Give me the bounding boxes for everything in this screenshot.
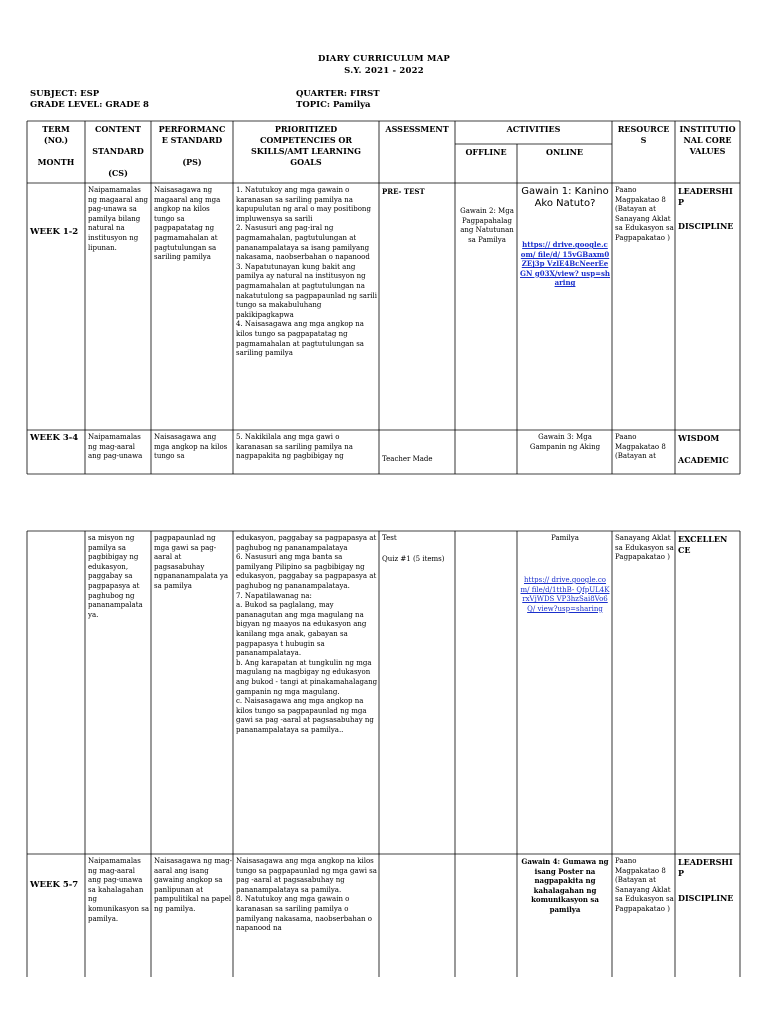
header-term: TERM (NO.) MONTH [37, 124, 75, 167]
continued-assessment-test: Test [382, 534, 397, 542]
header-competencies: PRIORITIZED COMPETENCIES OR SKILLS/AMT LEARNING GOALS [251, 124, 361, 167]
quarter-label: QUARTER: FIRST [296, 89, 380, 99]
week-5-7-performance-standard: Naisasagawa ng mag-aaral ang isang gawaing angkop sa panlipunan at pampulitikal na papel ng pamilya. [154, 857, 232, 913]
subject-label: SUBJECT: ESP [30, 89, 100, 99]
week-1-2-performance-standard: Naisasagawa ng magaaral ang mga angkop na kilos tungo sa pagpapatatag ng pagmamahalan at pagtutulungan sa sariling pamilya [154, 186, 221, 262]
week-3-4-content-standard: Naipamamalas ng mag-aaral ang pag-unawa [88, 433, 143, 461]
document-title: DIARY CURRICULUM MAP [318, 54, 450, 64]
continued-content-standard: sa misyon ng pamilya sa pagbibigay ng edukasyon, paggabay sa pagpapasya at paghubog ng pananampalata ya. [88, 534, 143, 619]
week-5-7-label: WEEK 5-7 [30, 880, 79, 890]
week-5-7-value-leadership: LEADERSHI P [678, 857, 733, 878]
continued-value-excellence: EXCELLEN CE [678, 534, 728, 555]
week-3-4-label: WEEK 3-4 [30, 433, 79, 443]
week-3-4-performance-standard: Naisasagawa ang mga angkop na kilos tungo sa [154, 433, 228, 461]
week-3-4-online-activity: Gawain 3: Mga Gampanin ng Aking [529, 433, 601, 451]
header-assessment: ASSESSMENT [385, 124, 449, 134]
week-5-7-content-standard: Naipamamalas ng mag-aaral ang pag-unawa sa kahalagahan ng komunikasyon sa pamilya. [88, 857, 150, 923]
continued-assessment-quiz: Quiz #1 (5 items) [382, 555, 445, 563]
school-year: S.Y. 2021 - 2022 [344, 66, 424, 76]
week-1-2-label: WEEK 1-2 [30, 227, 79, 237]
week-1-2-resources: Paano Magpakatao 8 (Batayan at Sanayang Aklat sa Edukasyon sa Pagpapakatao ) [615, 186, 674, 242]
week-3-4-value-wisdom: WISDOM [678, 433, 720, 443]
continued-resources: Sanayang Aklat sa Edukasyon sa Pagpapakatao ) [615, 534, 674, 562]
header-offline: OFFLINE [465, 147, 507, 157]
week-1-2-content-standard: Naipamamalas ng magaaral ang pag-unawa sa pamilya bilang natural na institusyon ng lipunan. [88, 186, 148, 252]
topic-label: TOPIC: Pamilya [296, 100, 371, 110]
header-performance-standard: PERFORMANC E STANDARD (PS) [158, 124, 226, 167]
week-5-7-value-discipline: DISCIPLINE [678, 893, 734, 903]
week-1-2-online-activity-link[interactable]: https:// drive.google.com/ file/d/ 15vGBaxm0ZEj3p VzlE4BcNeerEeGN g03X/view? usp=sharing [520, 240, 611, 288]
header-core-values: INSTITUTIO NAL CORE VALUES [679, 124, 736, 156]
continued-online-activity-title: Pamilya [551, 534, 579, 542]
week-1-2-online-activity-title: Gawain 1: Kanino Ako Natuto? [521, 186, 609, 209]
week-1-2-assessment: PRE- TEST [382, 187, 425, 196]
header-content-standard: CONTENT STANDARD (CS) [92, 124, 144, 178]
week-5-7-resources: Paano Magpakatao 8 (Batayan at Sanayang Aklat sa Edukasyon sa Pagpapakatao ) [615, 857, 674, 913]
week-1-2-value-discipline: DISCIPLINE [678, 221, 734, 231]
week-5-7-competencies: Naisasagawa ang mga angkop na kilos tungo sa pagpapaunlad ng mga gawi sa pag -aaral at pagsasabuhay ng pananampalataya sa pamilya. 8. Natutukoy ang mga gawain o karanasan sa sariling pamilya o pamilyang nakasama, naobserbahan o napanood na [236, 857, 377, 933]
header-activities: ACTIVITIES [506, 124, 561, 134]
week-1-2-value-leadership: LEADERSHI P [678, 186, 733, 207]
header-resources: RESOURCE S [617, 124, 670, 145]
week-3-4-assessment: Teacher Made [382, 455, 433, 463]
header-online: ONLINE [545, 147, 584, 157]
week-1-2-competencies: 1. Natutukoy ang mga gawain o karanasan sa sariling pamilya na kapupulutan ng aral o may positibong impluwensya sa sarili 2. Nasusuri ang pag-iral ng pagmamahalan, pagtutulungan at pananampalataya sa isang pamilyang nakasama, naobserbahan o napanood 3. Napatutunayan kung bakit ang pamilya ay natural na institusyon ng pagmamahalan at pagtutulungan na nakatutulong sa pagpapaunlad ng sarili tungo sa makabuluhang pakikipagkapwa 4. Naisasagawa ang mga angkop na kilos tungo sa pagpapatatag ng pagmamahalan at pagtutulungan sa sariling pamilya [236, 186, 378, 358]
continued-competencies: edukasyon, paggabay sa pagpapasya at paghubog ng pananampalataya 6. Nasusuri ang mga banta sa pamilyang Pilipino sa pagbibigay ng edukasyon, paggabay sa pagpapasya at paghubog ng pananampalataya. 7. Napatilawanag na: a. Bukod sa paglalang, may pananagutan ang mga magulang na bigyan ng maayos na edukasyon ang kanilang mga anak, gabayan sa pagpapasya t hubugin sa pananampalataya. b. Ang karapatan at tungkulin ng mga magulang na magbigay ng edukasyon ang bukod - tangi at pinakamahalagang gampanin ng mga magulang. c. Naisasagawa ang mga angkop na kilos tungo sa pagpapaunlad ng mga gawi sa pag -aaral at pagsasabuhay ng pananampalataya sa pamilya.. [236, 534, 378, 734]
week-1-2-offline-activity: Gawain 2: Mga Pagpapahalag ang Natutunan sa Pamilya [460, 207, 514, 244]
grade-level-label: GRADE LEVEL: GRADE 8 [30, 100, 149, 110]
week-3-4-value-academic: ACADEMIC [678, 455, 729, 465]
continued-online-activity-link[interactable]: https:// drive.google.com/ file/d/1tthB- QfpUL4KrxVjWDS VP3hzSai8Vo6Q/ view?usp=sharing [520, 576, 610, 613]
week-3-4-competencies: 5. Nakikilala ang mga gawi o karanasan sa sariling pamilya na nagpapakita ng pagbibigay ng [236, 433, 353, 461]
week-5-7-online-activity: Gawain 4: Gumawa ng isang Poster na nagpapakita ng kahalagahan ng komunikasyon sa pamilya [521, 857, 609, 914]
week-3-4-resources: Paano Magpakatao 8 (Batayan at [615, 433, 666, 461]
continued-performance-standard: pagpapaunlad ng mga gawi sa pag- aaral at pagsasabuhay ngpananampalata ya sa pamilya [154, 534, 229, 590]
